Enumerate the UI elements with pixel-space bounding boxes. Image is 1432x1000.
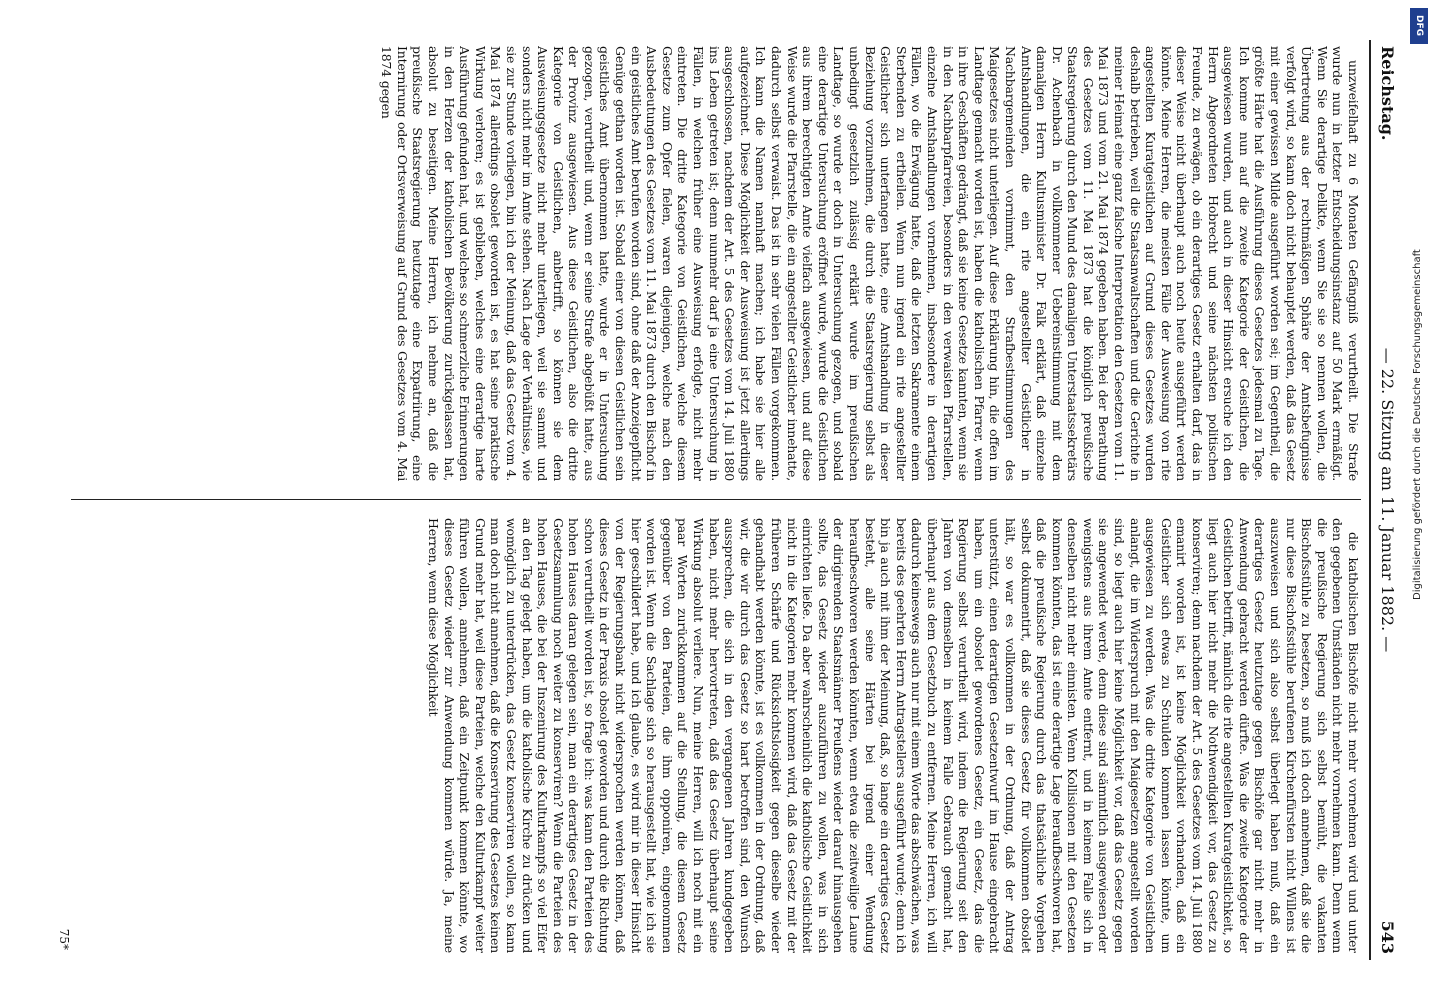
header-left: Reichstag. [1378,46,1397,141]
text-column-right [61,518,1361,953]
page-header [1369,40,1401,960]
column-left-text: unzweifelhaft zu 6 Monaten Gefängniß verurtheilt. Die Strafe wurde nun in letzter Entscheidungsinstanz auf 50 Mark ermäßigt. Wenn Sie derartige Delikte, wenn Sie sie so nennen wollen, die Übertretung aus der rechtmäßigen Sphäre der Amtsbefugnisse verfolgt wird, so kann doch nicht behauptet werden, daß das Gesetz mit einer gewissen Milde ausgeführt worden sei; im Gegentheil, die größte Härte hat die Ausführung dieses Gesetzes jedesmal zu Tage. Ich komme nun auf die zweite Kategorie der Geistlichen, die ausgewiesen wurden, und auch in dieser Hinsicht ersuche ich den Herrn Abgeordneten Hobrecht und seine nächsten politischen Freunde, zu erwägen, ob ein derartiges Gesetz erhalten darf, das in dieser Weise nicht überhaupt auch noch heute ausgeführt werden könnte. Meine Herren, die meisten Fälle der Ausweisung von rite angestellten Kuratgeistlichen auf Grund dieses Gesetzes wurden deshalb betrieben, weil die Staatsanwaltschaften und die Gerichte in meiner Heimat eine ganz falsche Interpretation den Gesetzen vom 11. Mai 1873 und vom 21. Mai 1874 gegeben haben. Bei der Berathung des Gesetzes vom 11. Mai 1873 hat die königlich preußische Staatsregierung durch den Mund des damaligen Unterstaatssekretärs Dr. Achenbach in vollkommener Uebereinstimmung mit dem damaligen Herrn Kultusminister Dr. Falk erklärt, daß einzelne Amtshandlungen, die ein rite angestellter Geistlicher in Nachbargemeinden vornimmt, den Strafbestimmungen des Maigesetzes nicht unterliegen. Auf diese Erklärung hin, die offen im Landtage gemacht worden ist, haben die katholischen Pfarrer, wenn in ihre Geschäften gedrängt, daß sie keine Gesetze kannten, wenn sie in den Nachbarpfarreien, besonders in den verwaisten Pfarrstellen, einzelne Amtshandlungen vornehmen, insbesondere in derartigen Fällen, wo die Erwägung hatte, daß die letzten Sakramente einem Sterbenden zu ertheilen. Wenn nun irgend ein rite angestellter Geistlicher sich unterfangen hatte, eine Amtshandlung in dieser Beziehung vorzunehmen, die durch die Staatsregierung selbst als unbedingt gesetzlich zulässig erklärt wurde im preußischen Landtage, so wurde er doch in Untersuchung gezogen, und sobald eine derartige Untersuchung eröffnet wurde, wurde die Geistlichen aus ihrem berechtigten Amte vielfach ausgewiesen, und auf diese Weise wurde die Pfarrstelle, die ein angestellter Geistlicher innehatte, dadurch selbst verwaist. Das ist in sehr vielen Fällen vorgekommen. Ich kann die Namen namhaft machen; ich habe sie hier alle aufgezeichnet. Diese Möglichkeit der Ausweisung ist jetzt allerdings ausgeschlossen, nachdem der Art. 5 des Gesetzes vom 14. Juli 1880 ins Leben getreten ist; denn nunmehr darf ja eine Untersuchung in Fällen, in welchen früher eine Ausweisung erfolgte, nicht mehr eintreten. Die dritte Kategorie von Geistlichen, welche diesem Gesetze zum Opfer fielen, waren diejenigen, welche nach den Ausbedeutungen des Gesetzes vom 11. Mai 1873 durch den Bischof in ein geistliches Amt berufen worden sind, ohne daß der Anzeigepflicht Genüge gethan worden ist. Sobald einer von diesen Geistlichen sein geistliches Amt übernommen hatte, wurde er in Untersuchung gezogen, verurtheilt und, wenn er seine Strafe abgebüßt hatte, aus der Provinz ausgewiesen. Aus diese Geistlichen, also die dritte Kategorie von Geistlichen, anbetrifft, so können sie dem Ausweisungsgesetze nicht mehr unterliegen, weil sie sammt und sonders nicht mehr im Amte stehen. Nach Lage der Verhältnisse, wie sie zur Stunde vorliegen, bin ich der Meinung, daß das Gesetz vom 4. Mai 1874 allerdings obsolet geworden ist, es hat seine praktische Wirkung verloren; es ist geblieben, welches eine derartige harte Ausführung gefunden hat, und welches so schmerzliche Erinnerungen in den Herzen der katholischen Bevölkerung zurückgelassen hat, absolut zu beseitigen. Meine Herren, ich nehme an, daß die preußische Staatsregierung heutzutage eine Expatriirung, eine Internirung oder Ortsverweisung auf Grund des Gesetzes vom 4. Mai 1874 gegen [379,46,1361,481]
dfg-logo-icon: DFG [1410,8,1428,44]
column-right-text: die katholischen Bischöfe nicht mehr vornehmen wird und unter den gegebenen Umständen nicht mehr vornehmen kann. Denn wenn die preußische Regierung sich selbst bemüht, die vakanten Bischofsstühle zu besetzen, so muß ich doch annehmen, daß sie die nur diese Bischofsstühle berufenen Kirchenfürsten nicht Willens ist auszuweisen und sich also selbst überlegt haben muß, daß ein derartiges Gesetz heutzutage gegen Bischöfe gar nicht mehr in Anwendung gebracht werden dürfte. Was die zweite Kategorie der Geistlichen betrifft, nämlich die rite angestellten Kuratgeistlichkeit, so liegt auch hier nicht mehr die Nothwendigkeit vor, das Gesetz zu konserviren; denn nachdem der Art. 5 des Gesetzes vom 14. Juli 1880 emanirt worden ist, ist keine Möglichkeit vorhanden, daß ein Geistlicher sich etwas zu Schulden kommen lassen könnte, um ausgewiesen zu werden. Was die dritte Kategorie von Geistlichen anlangt, die im Widerspruch mit den Maigesetzen angestellt worden sind, so liegt auch hier keine Möglichkeit vor, daß das Gesetz gegen sie angewendet werde, denn diese sind sämmtlich ausgewiesen oder wenigstens aus ihrem Amte entfernt, und in keinem Falle sich in denselben nicht mehr einnisten. Wenn Kollisionen mit den Gesetzen kommen könnten, das ist eine derartige Lage heraufbeschworen hat, daß die preußische Regierung durch das thatsächliche Vorgehen selbst dokumentirt, daß sie dieses Gesetz für vollkommen obsolet hält, so war es vollkommen in der Ordnung, daß der Antrag unterstützt, einen derartigen Gesetzentwurf im Hause eingebracht haben, um ein obsolet gewordenes Gesetz, ein Gesetz, das die Regierung selbst verurtheilt wird, indem die Regierung seit den Jahren von demselben in keinem Falle Gebrauch gemacht hat, überhaupt aus dem Gesetzbuch zu entfernen. Meine Herren, ich will dadurch keineswegs auch nur mit einem Worte das abschwächen, was bereits des geehrten Herrn Antragstellers ausgeführt wurde; denn ich bin ja auch mit ihm der Meinung, daß, so lange ein derartiges Gesetz besteht, alle seine Härten bei irgend einer Wendung heraufbeschworen werden könnten, wenn etwa die zeitweilige Laune der dirigirenden Staatsmänner Preußens wieder darauf hinausgehen sollte, das Gesetz wieder auszuführen zu wollen, was in sich einrichten ließe. Da aber wahrscheinlich die katholische Geistlichkeit nicht in die Kategorien mehr kommen wird, daß das Gesetz mit der früheren Schärfe und Rücksichtslosigkeit gegen dieselbe wieder gehandhabt werden könnte, ist es vollkommen in der Ordnung, daß wir, die wir durch das Gesetz so hart betroffen sind, den Wunsch aussprechen, die sich in den vergangenen Jahren kundgegeben haben, nicht mehr hervortreten, daß das Gesetz überhaupt seine Wirkung absolut verliere. Nun, meine Herren, will ich noch mit ein paar Worten zurückkommen auf die Stellung, die diesem Gesetz gegenüber von den Parteien, die ihm opponiren, eingenommen worden ist. Wenn die Sachlage sich so herausgestellt hat, wie ich sie hier geschildert habe, und ich glaube, es wird mir in dieser Hinsicht von der Regierungsbank nicht widersprochen werden können, daß dieses Gesetz in der Praxis obsolet geworden und durch die Richtung schon verurtheilt worden ist, so frage ich: was kann den Parteien des hohen Hauses daran gelegen sein, man ein derartiges Gesetz in der Gesetzsammlung noch weiter zu konserviren? Wenn die Parteien des hohen Hauses, die bei der Inszenirung des Kulturkampfs so viel Eifer an den Tag gelegt haben, um die katholische Kirche zu drücken und womöglich zu unterdrücken, das Gesetz konserviren wollen, so kann man doch nicht annehmen, daß die Konservirung des Gesetzes keinen Grund mehr hat, weil diese Parteien, welche den Kulturkampf weiter führen wollen, annehmen, daß ein Zeitpunkt kommen könnte, wo dieses Gesetz wieder zur Anwendung kommen würde. Ja, meine Herren, wenn diese Möglichkeit [425,518,1361,953]
header-title: — 22. Sitzung am 11. Januar 1882. — [1378,347,1397,653]
text-column-left [61,46,1361,481]
sheet-signature: 75* [57,928,71,950]
page-number: 543 [1378,920,1397,954]
rotated-page [31,40,1401,960]
dfg-credit: Digitalisierung gefördert durch die Deutsche Forschungsgemeinschaft [1412,249,1423,600]
column-divider [71,499,1361,500]
